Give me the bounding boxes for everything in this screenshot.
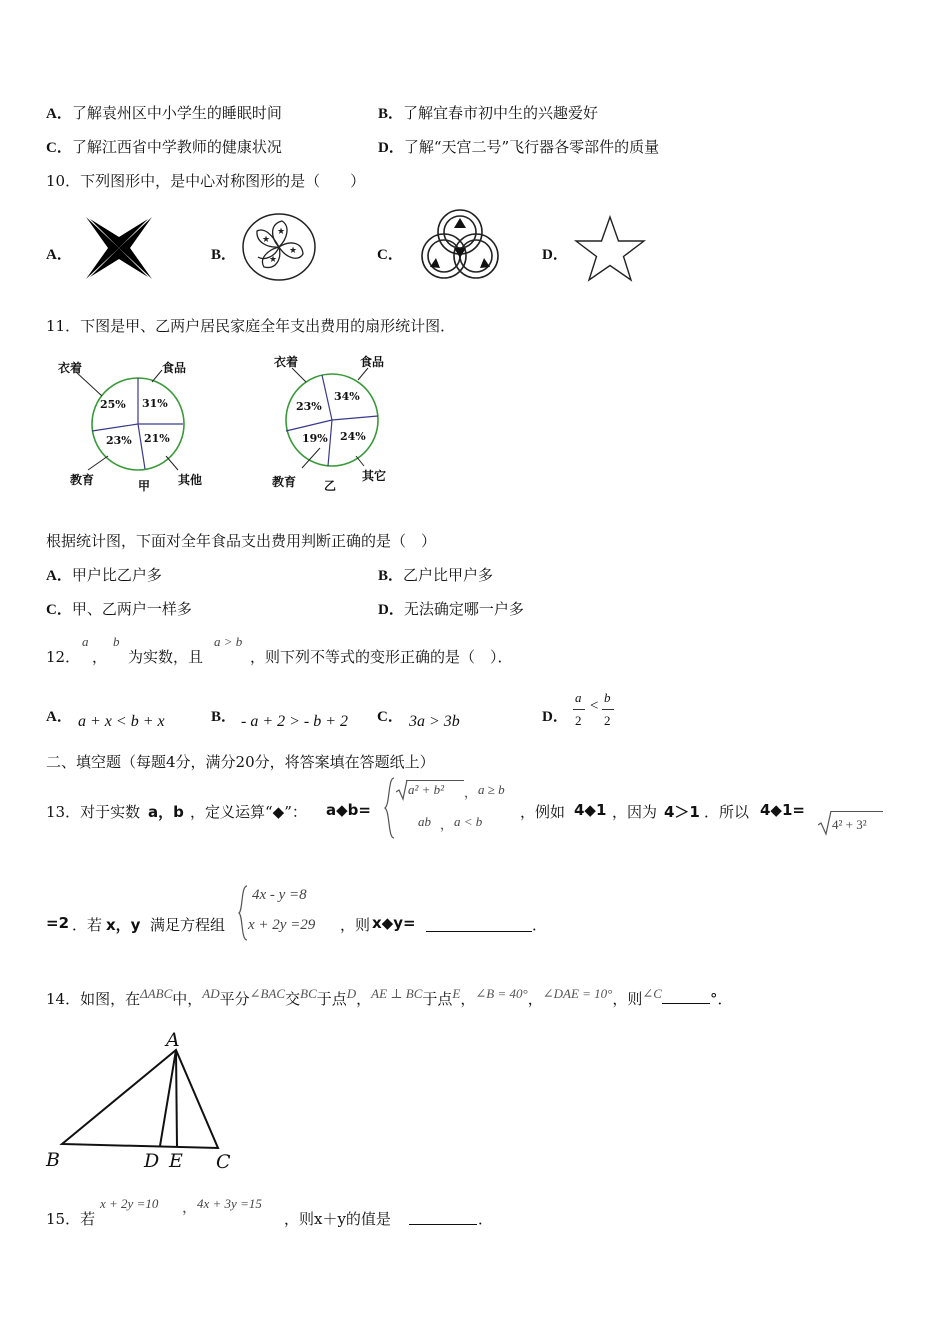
pie-yi-value-food: 34% (334, 390, 360, 403)
pie-jia-value-clothing: 25% (100, 398, 126, 411)
figure-label-a: A (166, 1030, 180, 1051)
pie-yi-label-clothing: 衣着 (274, 355, 299, 369)
q13-example: ，例如 (520, 803, 566, 821)
pie-jia-value-education: 23% (106, 434, 132, 447)
q15-eq2: 4x + 3y =15 (197, 1196, 262, 1211)
q12-option-d-letter: D． (542, 709, 568, 725)
pie-jia-label-food: 食品 (162, 361, 187, 375)
figure-label-e: E (169, 1150, 183, 1172)
sqrt-sign-icon (396, 779, 408, 801)
q14-stem: 14．如图，在ΔABC中，AD平分∠BAC交BC于点D，AE ⊥ BC于点E，∠B = 40°，∠DAE = 10°，则∠C °． (46, 986, 733, 1008)
q10-label-a: A． (46, 247, 72, 263)
q15-answer-blank[interactable] (409, 1208, 477, 1225)
sqrt-sign-icon (818, 810, 832, 836)
q13-ex2: 4＞1 (664, 803, 700, 821)
q13-line2-if: ．若 (72, 916, 103, 934)
pie-yi-label-food: 食品 (360, 355, 385, 369)
q12-condition: a > b (214, 634, 243, 649)
q11-question: 根据统计图，下面对全年食品支出费用判断正确的是（ ） (46, 532, 437, 550)
pie-yi-name: 乙 (324, 479, 337, 493)
q9-option-b: B．了解宜春市初中生的兴趣爱好 (378, 104, 599, 122)
q12-option-d-expr: a 2 < b 2 (572, 690, 618, 734)
svg-text:★: ★ (289, 246, 298, 256)
q13-then: ，则 (340, 916, 371, 934)
q13-because: ，因为 (612, 803, 658, 821)
triangle-figure (40, 1030, 250, 1175)
q12-option-c-expr: 3a > 3b (409, 713, 460, 730)
svg-text:★: ★ (277, 227, 286, 237)
q13-satisfy: 满足方程组 (150, 916, 226, 934)
q14-answer-blank[interactable] (662, 989, 710, 1004)
q12-option-b-expr: - a + 2 > - b + 2 (241, 713, 349, 730)
q13-ab: a，b (148, 803, 184, 821)
q10-stem: 10．下列图形中，是中心对称图形的是（ ） (46, 172, 366, 190)
q11-option-d: D．无法确定哪一户多 (378, 600, 524, 618)
pie-jia-name: 甲 (138, 479, 151, 493)
pie-jia-value-other: 21% (144, 432, 170, 445)
q12-mid: 为实数，且 (128, 648, 204, 666)
q9-option-d: D．了解“天宫二号”飞行器各零部件的质量 (378, 138, 660, 156)
q13-sqrt: 4² + 3² (818, 810, 884, 838)
bauhinia-emblem-icon (240, 212, 318, 282)
star-outline-icon (572, 214, 648, 284)
butterfly-shape-icon (82, 215, 156, 281)
figure-label-c: C (216, 1151, 231, 1173)
q9-option-a: A．了解袁州区中小学生的睡眠时间 (46, 104, 282, 122)
q11-stem: 11．下图是甲、乙两户居民家庭全年支出费用的扇形统计图． (46, 317, 456, 335)
q9-option-c: C．了解江西省中学教师的健康状况 (46, 138, 282, 156)
pie-jia-value-food: 31% (142, 397, 168, 410)
q13-piecewise: a² + b² ， a ≥ b ab ， a < b (384, 776, 520, 840)
q13-end: ． (532, 916, 548, 934)
q13-xy: x，y (106, 916, 141, 934)
q13-ex1: 4◆1 (574, 801, 607, 819)
q12-option-b-letter: B． (211, 709, 237, 725)
trefoil-knot-icon (414, 204, 506, 282)
q12-comma: ， (92, 648, 108, 666)
figure-label-b: B (46, 1149, 60, 1171)
pie-chart-yi (264, 348, 444, 498)
pie-jia-label-education: 教育 (70, 473, 95, 487)
q12-num: 12． (46, 648, 81, 666)
q13-op: a◆b= (326, 801, 371, 819)
q11-option-c: C．甲、乙两户一样多 (46, 600, 192, 618)
q15-p1: 15．若 (46, 1210, 96, 1228)
q13-intro: 13．对于实数 (46, 803, 141, 821)
q13-ask: x◆y= (372, 914, 416, 932)
section-2-title: 二、填空题（每题4分，满分20分，将答案填在答题纸上） (46, 753, 435, 771)
svg-text:★: ★ (269, 255, 278, 265)
q12-option-c-letter: C． (377, 709, 403, 725)
pie-jia-label-other: 其他 (178, 473, 203, 487)
q10-label-b: B． (211, 247, 237, 263)
q13-equation-system: 4x - y =8 x + 2y =29 (238, 884, 348, 942)
pie-yi-label-other: 其它 (362, 469, 387, 483)
pie-jia-label-clothing: 衣着 (58, 361, 83, 375)
q12-tail: ，则下列不等式的变形正确的是（ ）． (250, 648, 513, 666)
q15-p2: ，则x＋y的值是 (284, 1210, 391, 1228)
pie-yi-value-clothing: 23% (296, 400, 322, 413)
q11-option-a: A．甲户比乙户多 (46, 566, 162, 584)
pie-yi-value-education: 19% (302, 432, 328, 445)
svg-text:★: ★ (262, 235, 271, 245)
q12-option-a-letter: A． (46, 709, 72, 725)
left-brace-icon (384, 776, 396, 840)
q12-option-a-expr: a + x < b + x (78, 713, 165, 730)
q12-var-a: a (82, 634, 89, 649)
q10-label-d: D． (542, 247, 568, 263)
q15-p3: ． (478, 1210, 494, 1228)
q11-option-b: B．乙户比甲户多 (378, 566, 494, 584)
q13-answer-blank[interactable] (426, 914, 532, 932)
figure-label-d: D (144, 1150, 160, 1172)
left-brace-icon (238, 884, 248, 942)
pie-yi-value-other: 24% (340, 430, 366, 443)
q15-eq1: x + 2y =10 (100, 1196, 159, 1211)
q13-line2-start: =2 (46, 914, 70, 932)
q10-label-c: C． (377, 247, 403, 263)
q13-so: ．所以 (704, 803, 750, 821)
pie-yi-label-education: 教育 (272, 475, 297, 489)
q13-ex3: 4◆1= (760, 801, 805, 819)
q12-var-b: b (113, 634, 120, 649)
q13-def: ，定义运算“◆”： (190, 803, 307, 821)
pie-chart-jia (50, 352, 230, 500)
